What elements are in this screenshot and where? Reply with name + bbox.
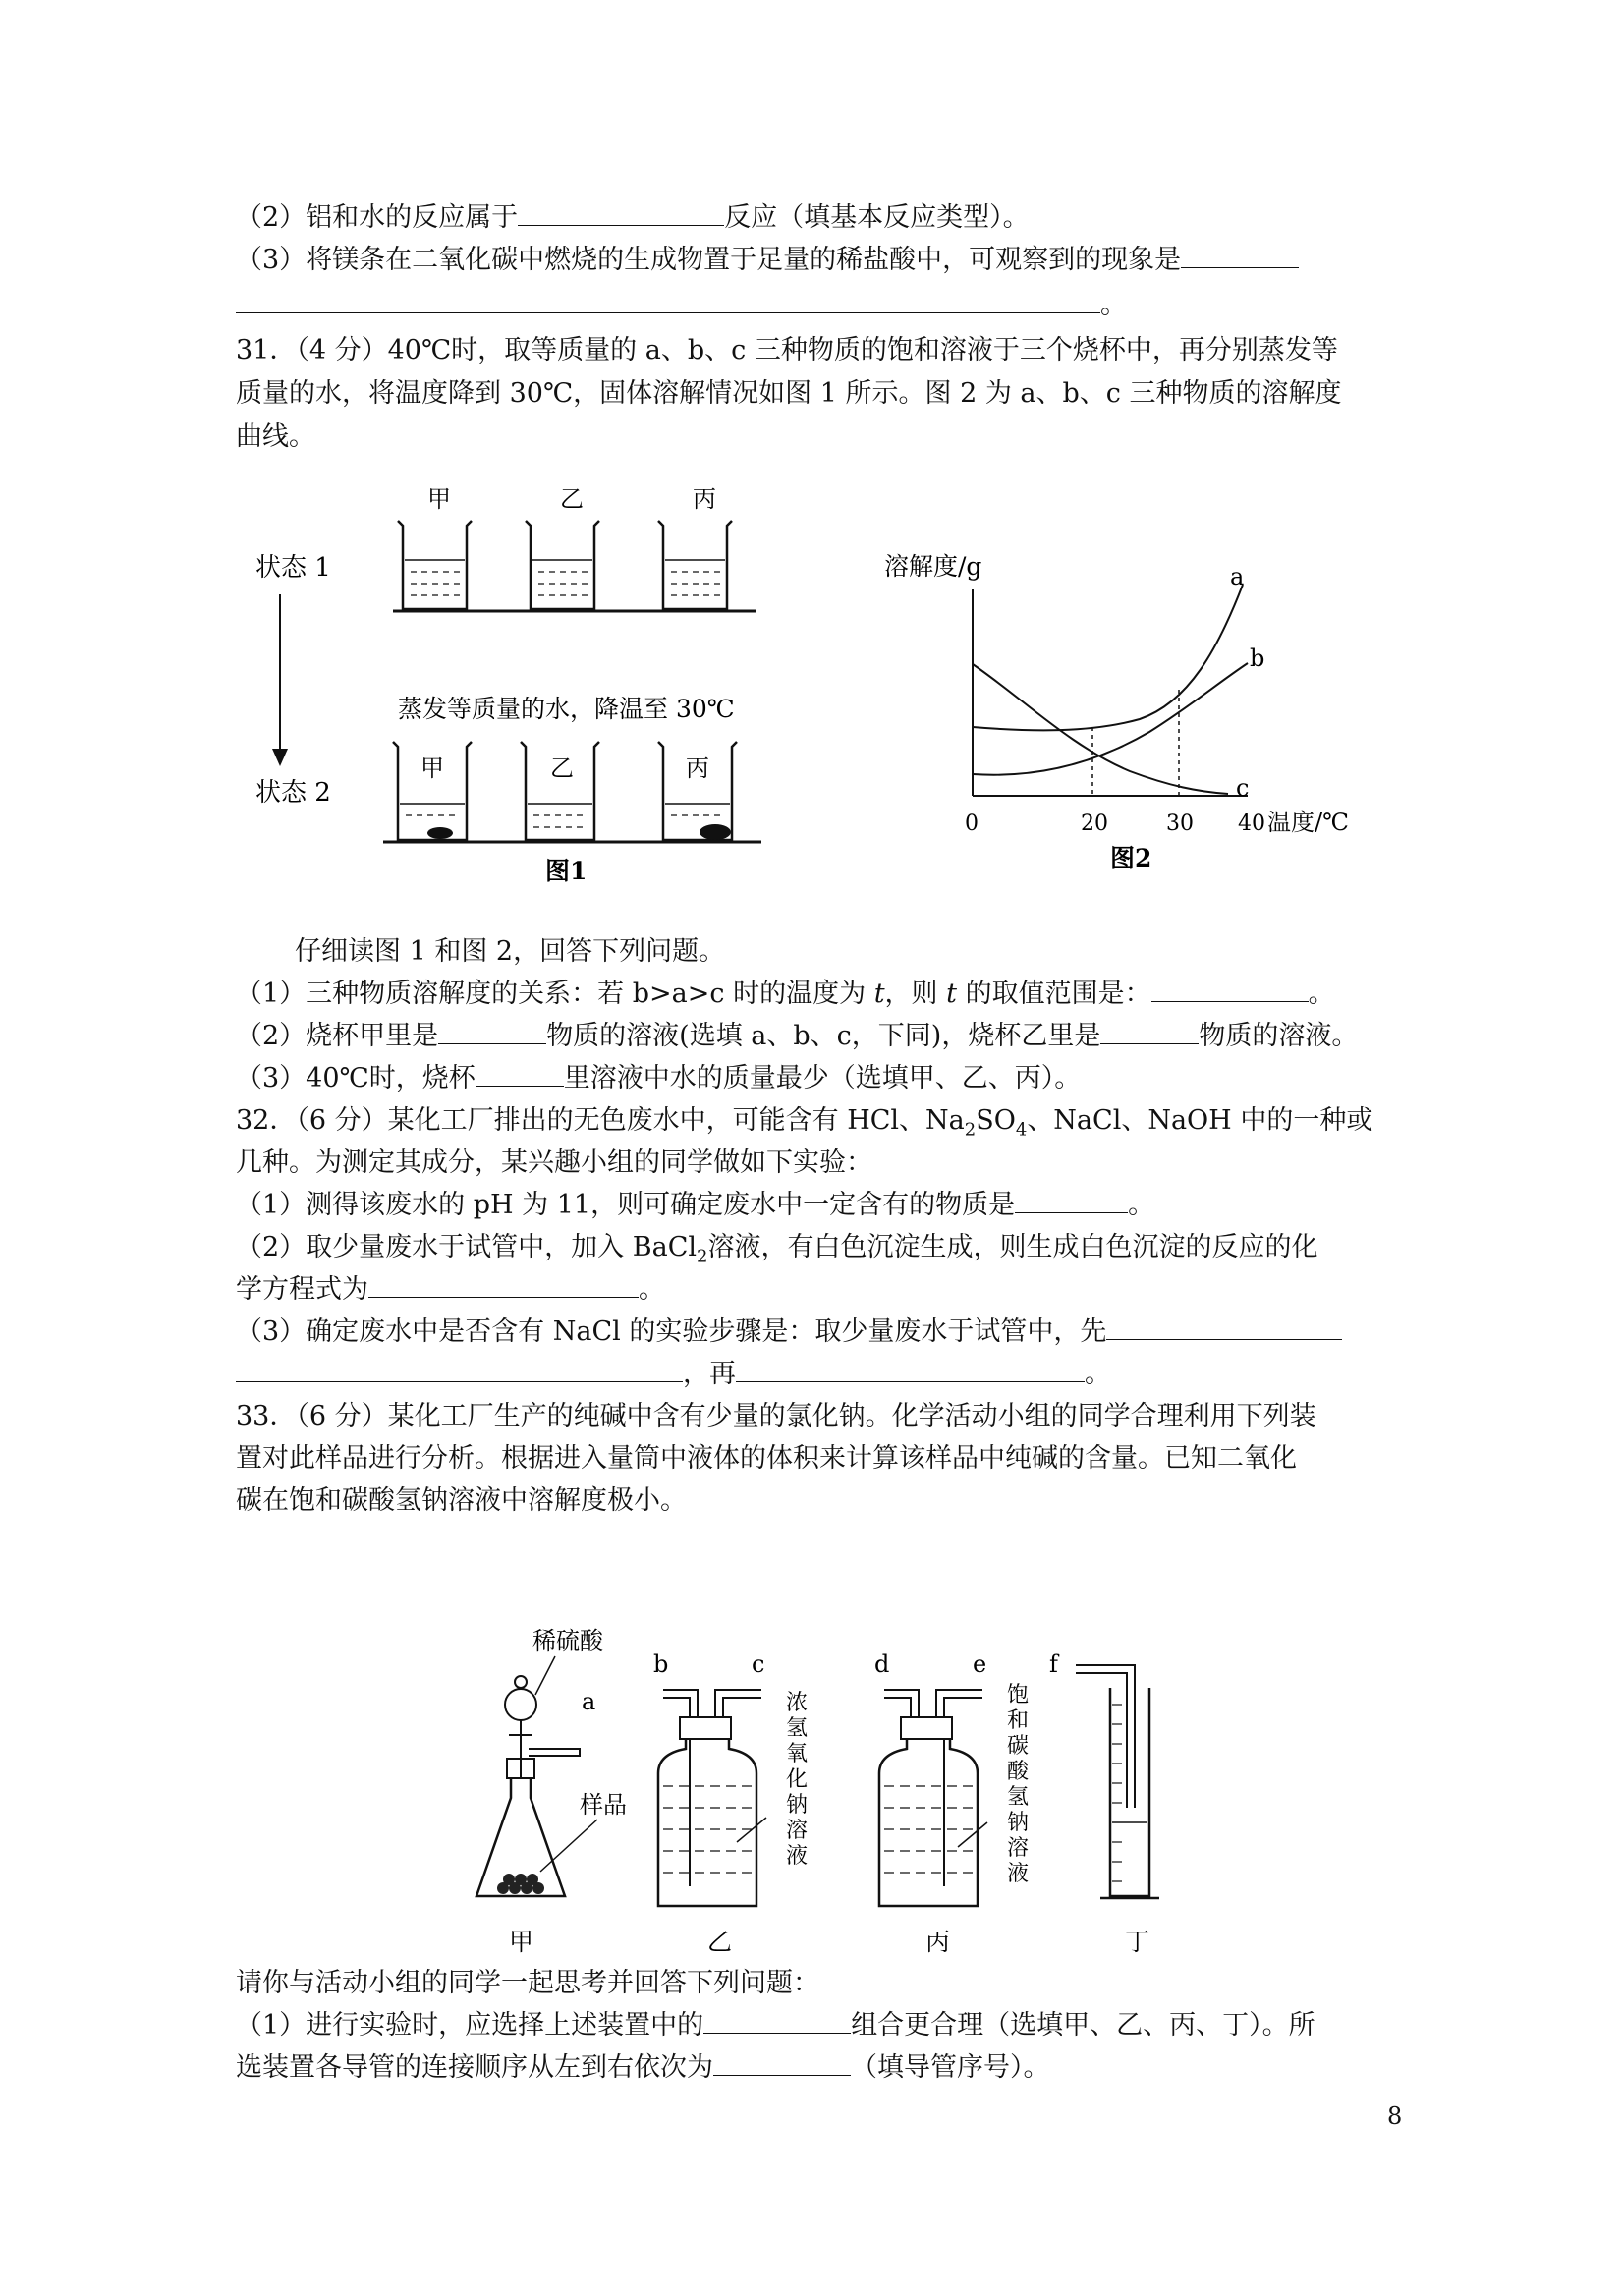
beaker-yi-state1 [526, 521, 599, 609]
step-text: 蒸发等质量的水，降温至 30℃ [398, 695, 735, 723]
y-axis-label: 溶解度/g [884, 552, 982, 581]
tube-d-label: d [874, 1651, 890, 1678]
figure-2-caption: 图2 [1110, 844, 1152, 872]
q31-lead: 仔细读图 1 和图 2，回答下列问题。 [295, 936, 726, 967]
figure-1-beakers [246, 481, 796, 894]
q30-part2: （2）铝和水的反应属于 反应（填基本反应类型）。 [236, 199, 1030, 237]
page-number: 8 [1387, 2102, 1403, 2130]
figure-2-solubility-curves [874, 550, 1385, 884]
x-axis-label: 温度/℃ [1267, 809, 1349, 836]
q32-intro-line2: 几种。为测定其成分，某兴趣小组的同学做如下实验： [236, 1148, 872, 1178]
q32-part3-cont: ，再 。 [236, 1356, 1111, 1393]
q31-intro-line2: 质量的水，将温度降到 30℃，固体溶解情况如图 1 所示。图 2 为 a、b、c 三种物质的溶解度 [236, 378, 1342, 409]
beaker-label-bing-1: 丙 [693, 485, 716, 513]
answer-blank[interactable] [1151, 976, 1309, 1002]
yi-bottle [658, 1739, 756, 1906]
tube-b-label: b [653, 1651, 669, 1678]
answer-blank[interactable] [1106, 1314, 1342, 1340]
down-arrowhead [272, 749, 288, 766]
bing-solution-label: 饱和碳酸氢钠溶液 [1007, 1683, 1030, 1886]
answer-blank[interactable] [713, 2049, 851, 2076]
q33-part1: （1）进行实验时，应选择上述装置中的 组合更合理（选填甲、乙、丙、丁）。所 [236, 2007, 1315, 2044]
yi-solution-label: 浓氢氧化钠溶液 [786, 1691, 809, 1869]
tube-e-label: e [973, 1651, 987, 1678]
ding-scale [1112, 1705, 1122, 1881]
q32-intro-line1: 32．（6 分）某化工厂排出的无色废水中，可能含有 HCl、$Na_2SO_4$、NaCl、NaOH 中的一种或 [236, 1105, 1373, 1141]
outlet-tube-a [529, 1749, 580, 1756]
answer-blank[interactable] [368, 1271, 639, 1298]
sample-label: 样品 [580, 1791, 627, 1819]
funnel-bulb [505, 1689, 536, 1720]
q33-lead: 请你与活动小组的同学一起思考并回答下列问题： [236, 1968, 819, 1998]
q31-part1: （1）三种物质溶解度的关系：若 b>a>c 时的温度为 t，则 t 的取值范围是： 。 [236, 976, 1335, 1013]
x-tick-0: 0 [965, 812, 979, 836]
state-2-label: 状态 2 [255, 778, 331, 808]
x-tick-20: 20 [1081, 812, 1108, 836]
curve-b-label: b [1250, 644, 1265, 672]
curve-a-label: a [1230, 563, 1245, 590]
curve-c-label: c [1236, 774, 1250, 802]
q33-intro-line1: 33．（6 分）某化工厂生产的纯碱中含有少量的氯化钠。化学活动小组的同学合理利用下列装 [236, 1401, 1316, 1431]
funnel-stopper [515, 1676, 527, 1688]
q30-part3: （3）将镁条在二氧化碳中燃烧的生成物置于足量的稀盐酸中，可观察到的现象是 [236, 242, 1299, 279]
beaker-label-yi-2: 乙 [550, 755, 574, 782]
beaker-label-yi-1: 乙 [560, 485, 584, 513]
answer-blank[interactable] [236, 1356, 683, 1382]
beaker-label-bing-2: 丙 [686, 755, 709, 782]
q32-part3: （3）确定废水中是否含有 NaCl 的实验步骤是：取少量废水于试管中，先 [236, 1314, 1342, 1351]
answer-blank[interactable] [1015, 1187, 1128, 1213]
answer-blank[interactable] [1181, 242, 1299, 268]
sample-pellets [497, 1874, 544, 1894]
beaker-label-jia-1: 甲 [427, 485, 451, 513]
figure-apparatus [472, 1611, 1159, 1965]
q31-intro-line1: 31．（4 分）40℃时，取等质量的 a、b、c 三种物质的饱和溶液于三个烧杯中，再分别蒸发等 [236, 335, 1338, 365]
curve-b [973, 663, 1248, 775]
q30-part3-cont: 。 [236, 287, 1127, 324]
q31-part2: （2）烧杯甲里是 物质的溶液(选填 a、b、c，下同)，烧杯乙里是 物质的溶液。 [236, 1018, 1358, 1055]
answer-blank[interactable] [703, 2007, 851, 2034]
q32-part2-cont: 学方程式为 。 [236, 1271, 665, 1309]
beaker-jia-state1 [398, 521, 472, 609]
beaker-bing-state1 [658, 521, 732, 609]
q31-part3: （3）40℃时，烧杯 里溶液中水的质量最少（选填甲、乙、丙）。 [236, 1060, 1081, 1097]
yi-solution-pointer [737, 1818, 766, 1842]
answer-blank[interactable] [1100, 1018, 1199, 1044]
bing-stopper [901, 1717, 952, 1739]
q33-intro-line2: 置对此样品进行分析。根据进入量筒中液体的体积来计算该样品中纯碱的含量。已知二氧化 [236, 1443, 1297, 1474]
tube-f-label: f [1049, 1651, 1058, 1678]
curve-a [973, 585, 1243, 730]
acid-label: 稀硫酸 [532, 1627, 603, 1654]
answer-blank[interactable] [476, 1060, 564, 1087]
figure-1-caption: 图1 [545, 857, 588, 885]
yi-stopper [680, 1717, 731, 1739]
q32-part1: （1）测得该废水的 pH 为 11，则可确定废水中一定含有的物质是 。 [236, 1187, 1154, 1224]
tube-c-label: c [752, 1651, 765, 1678]
tube-a-label: a [582, 1688, 596, 1715]
apparatus-bing-label: 丙 [925, 1928, 951, 1956]
precipitate-jia [427, 827, 453, 839]
q31-intro-line3: 曲线。 [236, 421, 315, 452]
beaker-label-jia-2: 甲 [420, 755, 444, 782]
ding-cylinder [1110, 1688, 1149, 1896]
sample-pointer [540, 1820, 597, 1872]
x-tick-30: 30 [1166, 812, 1194, 836]
acid-pointer [535, 1656, 555, 1695]
q33-part1-cont: 选装置各导管的连接顺序从左到右依次为 （填导管序号）。 [236, 2049, 1050, 2087]
answer-blank[interactable] [518, 199, 724, 226]
answer-blank[interactable] [736, 1356, 1085, 1382]
apparatus-ding-label: 丁 [1125, 1928, 1150, 1956]
apparatus-jia-label: 甲 [509, 1928, 534, 1956]
x-tick-40: 40 [1238, 812, 1265, 836]
answer-blank[interactable] [438, 1018, 546, 1044]
precipitate-bing [700, 824, 731, 840]
apparatus-yi-label: 乙 [707, 1928, 733, 1956]
q33-intro-line3: 碳在饱和碳酸氢钠溶液中溶解度极小。 [236, 1485, 687, 1516]
ding-tube [1076, 1665, 1135, 1808]
q32-part2: （2）取少量废水于试管中，加入 BaCl$_2$溶液，有白色沉淀生成，则生成白色沉淀的反应的化 [236, 1232, 1318, 1267]
answer-blank[interactable] [236, 287, 1100, 313]
bing-bottle [879, 1739, 978, 1906]
state-1-label: 状态 1 [255, 553, 331, 583]
bing-solution-pointer [958, 1822, 987, 1847]
